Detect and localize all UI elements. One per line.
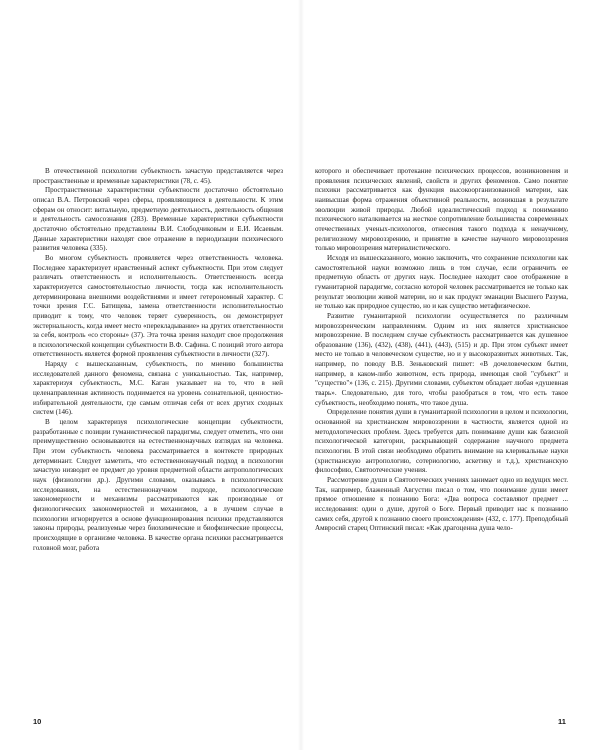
paragraph: Исходя из вышесказанного, можно заключить, что сохранение психологии как самостоятельной науки возможно лишь в том случае, если ограничить ее предметную область от других наук. Последнее находит свое отображение в гуманитарной парадигме, согласно которой человек рассматривается не только как результат эволюции живой материи, но и как продукт эманации Высшего Разума, не только как природное существо, но и как существо метафизическое. [315,253,568,311]
paragraph: Наряду с вышесказанным, субъектность, по мнению большинства исследователей данного феномена, связана с уникальностью. Так, например, характеризуя субъектность, М.С. Каган указывает на то, что в ней целенаправленная активность поднимается на уровень сознательной, ценностно-избирательной деятельности, где самым отличая себя от всех других сходных систем (146). [33,360,283,417]
paragraph: Рассмотрение души в Святоотеческих учениях занимает одно из ведущих мест. Так, например, блаженный Августин писал о том, что понимание души имеет прямое отношение к познанию Бога: «Два вопроса составляют предмет ... исследования: один о душе, другой о Боге. Первый приводит нас к познанию самих себя, другой к познанию своего происхождения» (432, с. 177). Преподобный Амвросий старец Оптинский писал: «Как драгоценна душа чело- [315,476,568,533]
right-page-text [315,167,568,727]
paragraph: которого и обеспечивает протекание психических процессов, возникновения и проявления психических явлений, свойств и других феноменов. Само понятие психики рассматривается как функция высокоорганизованной материи, как наивысшая форма отражения объективной реальности, возникшая в результате эволюции живой природы. Любой идеалистический подход к пониманию психического наталкивается на жесткое сопротивление большинства современных отечественных ученых-психологов, отнесения такого подхода к ненаучному, религиозному мировоззрению, и принятие в качестве научного мировоззрения только мировоззрения материалистического. [315,167,568,253]
book-gutter [298,0,304,750]
paragraph: В целом характеризуя психологические концепции субъектности, разработанные с позиции гуманистической парадигмы, следует отметить, что они преимущественно основываются на естественнонаучных взглядах на человека. При этом субъектность человека рассматривается в контексте природных детерминант. Следует заметить, что естественнонаучный подход в психологии зачастую низводит ее предмет до уровня предметной области антропологических наук (физиологии др.). Другими словами, оказываясь в психологических исследованиях, на естественнонаучном подходе, психологические закономерности и механизмы рассматриваются как производные от физиологических закономерностей и механизмов, а в лучшем случае в психологии игнорируется в основе функционирования психики представляются законы природы, реализуемые через биохимические и биофизические процессы, происходящие в организме человека. В качестве органа психики рассматривается головной мозг, работа [33,418,283,552]
paragraph: Пространственные характеристики субъектности достаточно обстоятельно описал В.А. Петровский через сферы, проявляющиеся в деятельности. К этим сферам он относит: витальную, предметную деятельность, деятельность общения и деятельность самосознания (283). Временные характеристики субъектности достаточно обстоятельно представлены В.И. Слободчиковым и Е.И. Исаевым. Данные характеристики находят свое отражение в периодизации психического развития человека (335). [33,186,283,253]
paragraph: Развитие гуманитарной психологии осуществляется по различным мировоззренческим направлениям. Одним из них является христианское мировоззрение. В последнем случае субъектность рассматривается как душевное образование (136), (432), (438), (441), (443), (515) и др. При этом субъект имеет место не только в человеческом существе, но и у высокоразвитых животных. Так, например, по поводу В.В. Зеньковский пишет: «В дочеловеческом бытии, например, в каком-либо животном, есть природа, имеющая свой "субъект" и "существо"» (136, с. 215). Другими словами, субъектом обладает любая «душевная тварь». Следовательно, для того, чтобы разобраться в том, что есть такое субъектность, необходимо понять, что такое душа. [315,311,568,407]
paragraph: Во многом субъектность проявляется через ответственность человека. Последнее характеризует нравственный аспект субъектности. При этом следует различать ответственность и исполнительность. Ответственность всегда характеризуется самостоятельностью личности, тогда как исполнительность детерминирована внешними воздействиями и имеет гетерономный характер. С точки зрения Г.С. Батищева, замена ответственности исполнительностью приводит к тому, что человек теряет суверенность, он демонстрирует экстернальность, когда имеет место «перекладывание» на других ответственности за себя, контроль «со стороны» (37). Эта точка зрения находит свое продолжения в психологической концепции субъектности В.Ф. Сафина. С позиций этого автора ответственность является формой проявления субъектности в личности (327). [33,253,283,359]
paragraph: В отечественной психологии субъектность зачастую представляется через пространственные и временные характеристики (78, с. 45). [33,167,283,185]
page-number-left: 10 [33,717,42,726]
paragraph: Определение понятия души в гуманитарной психологии в целом и психологии, основанной на христианском мировоззрении в частности, является одной из методологических проблем. Здесь требуется дать понимание души как базисной психологической категории, раскрывающей содержание научного предмета психологии. В этой связи необходимо обратить внимание на клерикальные науки (христианскую антропологию, сотериологию, аскетику и т.д.), христианскую философию, Святоотеческие учения. [315,408,568,475]
left-page-text [33,167,283,727]
page-number-right: 11 [558,717,566,726]
